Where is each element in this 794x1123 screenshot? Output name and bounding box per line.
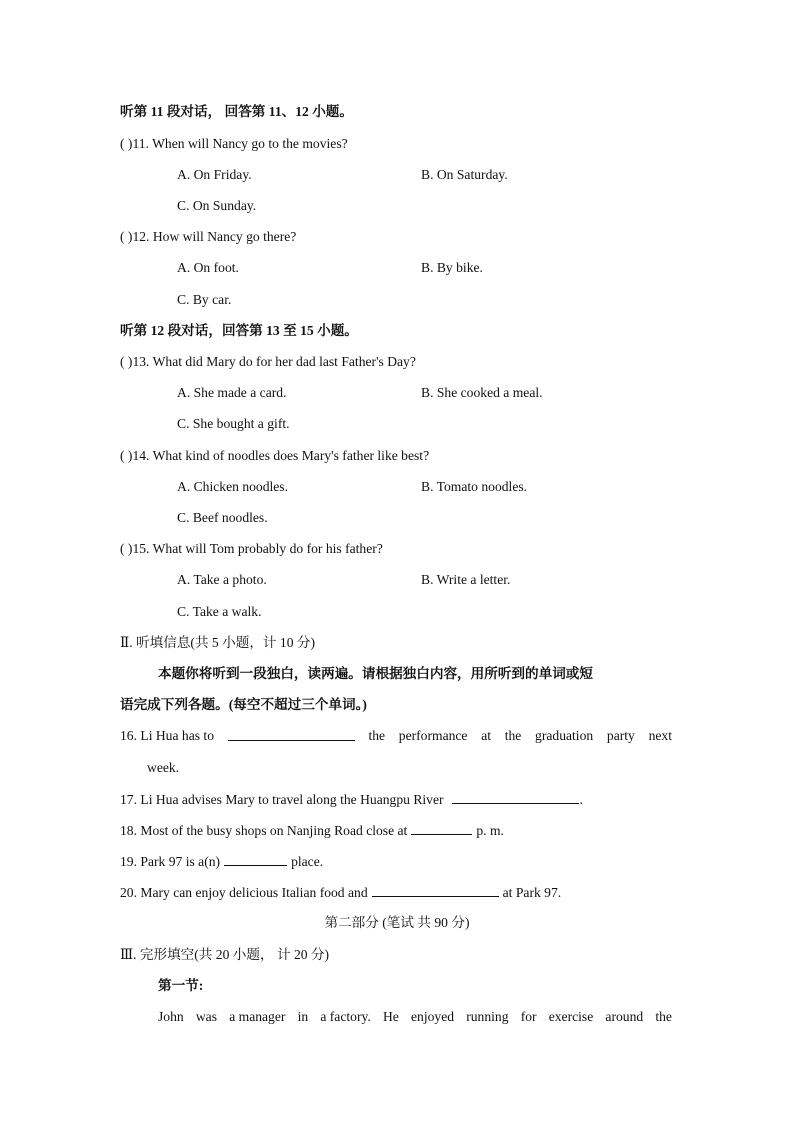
question-11-option-a: A. On Friday. xyxy=(177,167,252,182)
part-2-heading: Ⅱ. 听填信息(共 5 小题，计 10 分) xyxy=(120,635,316,650)
part-2-instructions-line-2: 语完成下列各题。(每空不超过三个单词。) xyxy=(120,697,367,712)
question-15-stem: ( )15. What will Tom probably do for his father? xyxy=(120,541,383,556)
question-18-suffix: p. m. xyxy=(476,823,504,838)
question-19 xyxy=(120,852,323,871)
question-13-option-b: B. She cooked a meal. xyxy=(421,385,543,400)
cloze-word: around xyxy=(605,1009,644,1024)
cloze-word: exercise xyxy=(548,1009,594,1024)
question-18 xyxy=(120,821,504,840)
question-13-option-a: A. She made a card. xyxy=(177,385,287,400)
question-16-prefix: 16. Li Hua has to xyxy=(120,728,215,743)
cloze-word: running xyxy=(466,1009,509,1024)
question-16-word: the xyxy=(368,728,386,743)
question-19-blank[interactable] xyxy=(224,852,287,866)
question-16-word: at xyxy=(481,728,491,743)
question-17 xyxy=(120,790,583,809)
question-17-suffix: . xyxy=(579,792,583,807)
cloze-passage-line-1 xyxy=(158,1008,672,1026)
cloze-word: He xyxy=(382,1009,399,1024)
question-20 xyxy=(120,883,561,902)
question-11-stem: ( )11. When will Nancy go to the movies? xyxy=(120,136,348,151)
question-11-option-b: B. On Saturday. xyxy=(421,167,508,182)
question-13-stem: ( )13. What did Mary do for her dad last Father's Day? xyxy=(120,354,416,369)
question-16-blank[interactable] xyxy=(228,727,355,741)
question-12-option-c: C. By car. xyxy=(177,292,232,307)
question-20-prefix: 20. Mary can enjoy delicious Italian food and xyxy=(120,885,368,900)
written-part-heading: 第二部分 (笔试 共 90 分) xyxy=(324,915,470,930)
question-14-stem: ( )14. What kind of noodles does Mary's father like best? xyxy=(120,448,430,463)
cloze-word: enjoyed xyxy=(411,1009,455,1024)
cloze-word: a manager xyxy=(229,1009,286,1024)
part-3-section-1-label: 第一节: xyxy=(158,978,204,993)
question-16-word: party xyxy=(606,728,635,743)
question-18-blank[interactable] xyxy=(411,821,472,835)
question-15-option-b: B. Write a letter. xyxy=(421,572,511,587)
cloze-word: the xyxy=(655,1009,672,1024)
question-16-word: the xyxy=(504,728,522,743)
question-14-option-b: B. Tomato noodles. xyxy=(421,479,528,494)
cloze-word: John xyxy=(158,1009,184,1024)
question-16-word: next xyxy=(648,728,672,743)
question-13-option-c: C. She bought a gift. xyxy=(177,416,290,431)
question-18-prefix: 18. Most of the busy shops on Nanjing Road close at xyxy=(120,823,408,838)
question-16-continuation: week. xyxy=(147,760,180,775)
cloze-word: a factory. xyxy=(320,1009,371,1024)
cloze-word: in xyxy=(297,1009,309,1024)
question-14-option-c: C. Beef noodles. xyxy=(177,510,268,525)
question-15-option-a: A. Take a photo. xyxy=(177,572,267,587)
question-11-option-c: C. On Sunday. xyxy=(177,198,257,213)
question-20-suffix: at Park 97. xyxy=(502,885,562,900)
part-3-heading: Ⅲ. 完形填空(共 20 小题， 计 20 分) xyxy=(120,947,330,962)
question-17-prefix: 17. Li Hua advises Mary to travel along the Huangpu River xyxy=(120,792,444,807)
question-19-suffix: place. xyxy=(291,854,324,869)
question-14-option-a: A. Chicken noodles. xyxy=(177,479,289,494)
question-15-option-c: C. Take a walk. xyxy=(177,604,262,619)
part-2-instructions-line-1: 本题你将听到一段独白，读两遍。请根据独白内容，用所听到的单词或短 xyxy=(158,666,593,681)
section-heading-dialogue-12: 听第 12 段对话，回答第 13 至 15 小题。 xyxy=(120,323,358,338)
cloze-word: for xyxy=(520,1009,537,1024)
question-12-option-a: A. On foot. xyxy=(177,260,239,275)
question-12-option-b: B. By bike. xyxy=(421,260,483,275)
cloze-word: was xyxy=(195,1009,218,1024)
question-19-prefix: 19. Park 97 is a(n) xyxy=(120,854,221,869)
question-16-line xyxy=(120,727,672,745)
question-12-stem: ( )12. How will Nancy go there? xyxy=(120,229,297,244)
question-17-blank[interactable] xyxy=(452,790,579,804)
question-16-word: graduation xyxy=(535,728,594,743)
question-16-word: performance xyxy=(398,728,468,743)
section-heading-dialogue-11: 听第 11 段对话， 回答第 11、12 小题。 xyxy=(120,104,353,119)
question-20-blank[interactable] xyxy=(372,883,499,897)
